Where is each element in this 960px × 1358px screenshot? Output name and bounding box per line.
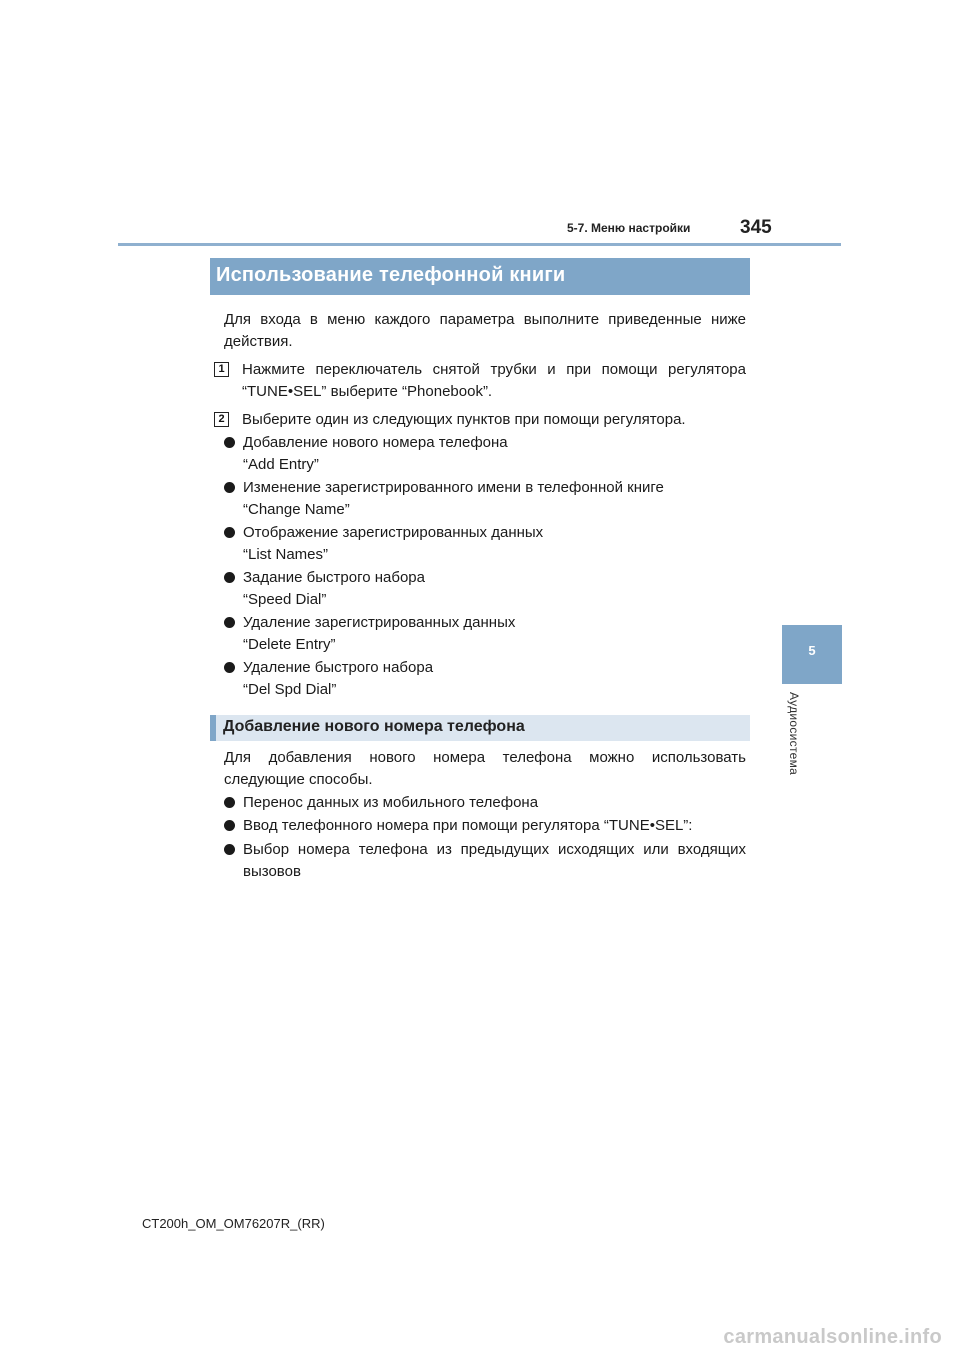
option-label: Добавление нового номера телефона — [243, 434, 508, 451]
option-label: Удаление зарегистрированных данных — [243, 614, 516, 631]
list-item — [224, 567, 746, 611]
section-header: 5-7. Меню настройки — [567, 221, 691, 235]
list-item — [224, 657, 746, 701]
bullet-icon — [224, 617, 235, 628]
option-value: “List Names” — [243, 546, 329, 563]
step-2 — [214, 409, 746, 431]
list-item — [224, 839, 746, 883]
list-item — [224, 792, 746, 814]
option-label: Задание быстрого набора — [243, 569, 425, 586]
bullet-text: Перенос данных из мобильного телефона — [243, 794, 539, 811]
option-value: “Change Name” — [243, 501, 350, 518]
document-code: CT200h_OM_OM76207R_(RR) — [142, 1216, 325, 1231]
list-item — [224, 522, 746, 566]
list-item — [224, 477, 746, 521]
bullet-icon — [224, 844, 235, 855]
list-item — [224, 815, 746, 837]
page-number: 345 — [740, 217, 772, 238]
page-title: Использование телефонной книги — [210, 258, 750, 295]
option-label: Отображение зарегистрированных данных — [243, 524, 544, 541]
bullet-icon — [224, 572, 235, 583]
subsection-intro: Для добавления нового номера телефона можно использовать следующие способы. — [224, 749, 746, 788]
list-item — [224, 612, 746, 656]
step-text: Выберите один из следующих пунктов при помощи регулятора. — [242, 411, 686, 428]
chapter-tab: 5 — [782, 625, 842, 684]
option-value: “Del Spd Dial” — [243, 681, 337, 698]
bullet-icon — [224, 482, 235, 493]
option-label: Удаление быстрого набора — [243, 659, 434, 676]
bullet-icon — [224, 527, 235, 538]
step-number-badge: 1 — [214, 362, 229, 377]
header-divider — [118, 243, 841, 246]
option-label: Изменение зарегистрированного имени в телефонной книге — [243, 479, 664, 496]
watermark: carmanualsonline.info — [723, 1326, 942, 1348]
step-number-badge: 2 — [214, 412, 229, 427]
bullet-icon — [224, 797, 235, 808]
option-value: “Delete Entry” — [243, 636, 336, 653]
step-1 — [214, 359, 746, 403]
intro-paragraph: Для входа в меню каждого параметра выполните приведенные ниже действия. — [224, 311, 746, 350]
option-value: “Speed Dial” — [243, 591, 327, 608]
step-text: Нажмите переключатель снятой трубки и при помощи регулятора “TUNE•SEL” выберите “Phonebook”. — [242, 361, 746, 400]
option-value: “Add Entry” — [243, 456, 319, 473]
bullet-text: Ввод телефонного номера при помощи регулятора “TUNE•SEL”: — [243, 817, 693, 834]
chapter-label: Аудиосистема — [787, 692, 801, 776]
list-item — [224, 432, 746, 476]
bullet-icon — [224, 662, 235, 673]
bullet-icon — [224, 437, 235, 448]
subsection-title: Добавление нового номера телефона — [210, 715, 750, 741]
bullet-text: Выбор номера телефона из предыдущих исходящих или входящих вызовов — [243, 841, 746, 880]
bullet-icon — [224, 820, 235, 831]
